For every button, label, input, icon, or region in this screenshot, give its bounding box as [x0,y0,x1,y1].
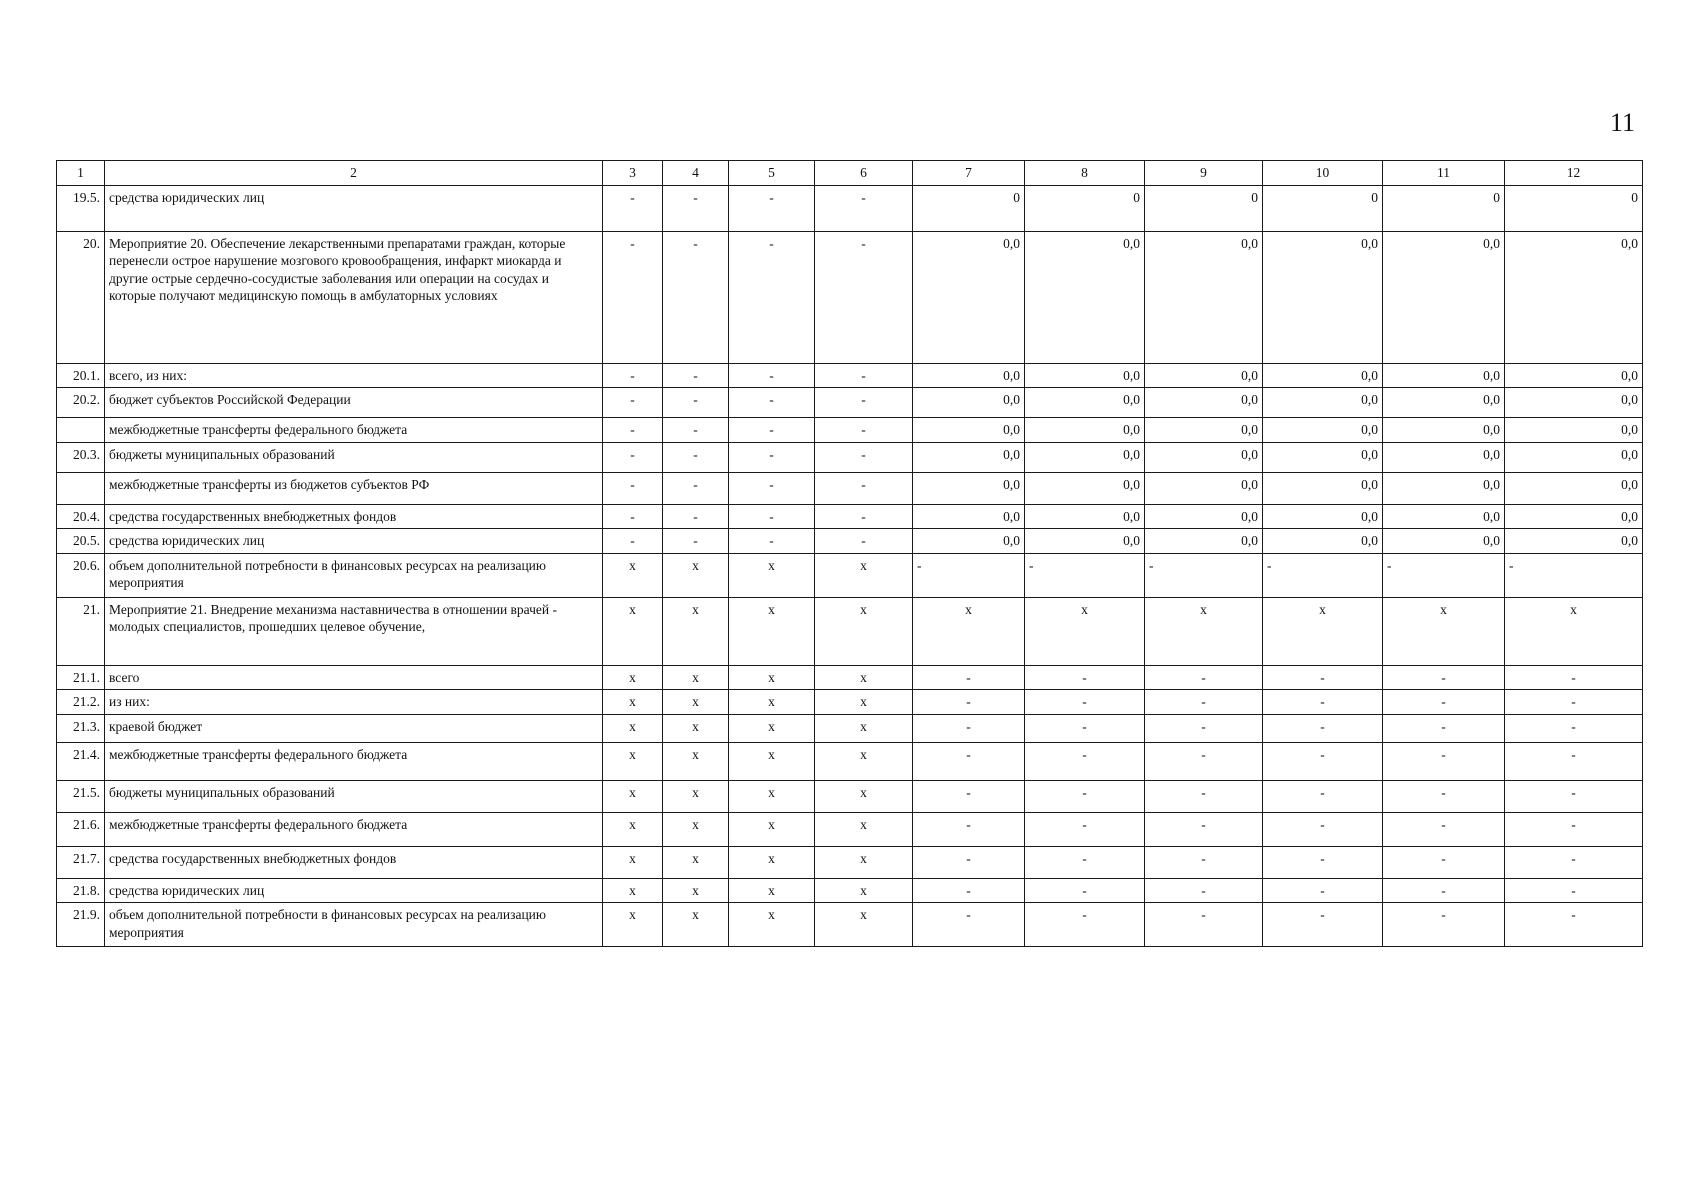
cell-col-6: x [815,714,913,742]
cell-col-8: - [1025,742,1145,780]
row-name: средства государственных внебюджетных фондов [105,846,603,878]
cell-col-4: - [663,442,729,472]
row-number: 20.1. [57,363,105,388]
cell-col-5: x [729,780,815,812]
row-name: межбюджетные трансферты федерального бюджета [105,742,603,780]
cell-col-3: - [603,363,663,388]
cell-col-11: - [1383,812,1505,846]
table-row [57,812,1643,846]
row-name: средства юридических лиц [105,529,603,554]
cell-col-11: - [1383,742,1505,780]
cell-col-10: - [1263,846,1383,878]
cell-col-6: - [815,231,913,363]
cell-col-8: 0,0 [1025,472,1145,504]
cell-col-6: x [815,742,913,780]
cell-col-3: x [603,665,663,690]
cell-col-5: x [729,812,815,846]
row-name: бюджеты муниципальных образований [105,780,603,812]
cell-col-12: - [1505,903,1643,947]
cell-col-5: x [729,846,815,878]
row-name: средства юридических лиц [105,185,603,231]
cell-col-3: x [603,597,663,665]
row-name: Мероприятие 21. Внедрение механизма наставничества в отношении врачей - молодых специалистов, прошедших целевое обучение, [105,597,603,665]
cell-col-3: - [603,472,663,504]
header-row [57,161,1643,186]
cell-col-7: x [913,597,1025,665]
cell-col-6: - [815,185,913,231]
cell-col-9: - [1145,846,1263,878]
cell-col-4: - [663,363,729,388]
cell-col-6: x [815,812,913,846]
row-number: 21.6. [57,812,105,846]
row-number: 21.5. [57,780,105,812]
cell-col-5: x [729,714,815,742]
cell-col-8: - [1025,553,1145,597]
cell-col-8: 0,0 [1025,388,1145,418]
cell-col-3: - [603,388,663,418]
table-row [57,742,1643,780]
cell-col-11: 0 [1383,185,1505,231]
cell-col-7: - [913,553,1025,597]
row-number: 21.1. [57,665,105,690]
cell-col-10: 0,0 [1263,418,1383,443]
cell-col-6: - [815,504,913,529]
cell-col-6: x [815,690,913,715]
table-row [57,553,1643,597]
column-header: 11 [1383,161,1505,186]
row-number: 20.4. [57,504,105,529]
column-header: 12 [1505,161,1643,186]
row-name: средства государственных внебюджетных фондов [105,504,603,529]
cell-col-5: - [729,529,815,554]
table-row [57,504,1643,529]
cell-col-11: - [1383,846,1505,878]
cell-col-9: 0,0 [1145,231,1263,363]
cell-col-12: 0,0 [1505,388,1643,418]
cell-col-11: - [1383,553,1505,597]
table-row [57,388,1643,418]
cell-col-3: x [603,553,663,597]
cell-col-3: x [603,714,663,742]
table-row [57,472,1643,504]
row-name: объем дополнительной потребности в финансовых ресурсах на реализацию мероприятия [105,903,603,947]
cell-col-3: - [603,418,663,443]
cell-col-9: - [1145,780,1263,812]
cell-col-11: - [1383,665,1505,690]
cell-col-5: x [729,690,815,715]
column-header: 7 [913,161,1025,186]
cell-col-4: x [663,742,729,780]
cell-col-8: - [1025,665,1145,690]
row-number: 21.3. [57,714,105,742]
row-name: всего, из них: [105,363,603,388]
table-row [57,665,1643,690]
cell-col-6: x [815,553,913,597]
cell-col-12: - [1505,780,1643,812]
cell-col-5: - [729,472,815,504]
cell-col-7: 0,0 [913,442,1025,472]
row-number: 20. [57,231,105,363]
cell-col-12: 0 [1505,185,1643,231]
cell-col-9: 0,0 [1145,529,1263,554]
cell-col-6: x [815,878,913,903]
row-number: 21.8. [57,878,105,903]
cell-col-11: - [1383,878,1505,903]
cell-col-10: 0 [1263,185,1383,231]
cell-col-5: - [729,504,815,529]
row-number [57,418,105,443]
cell-col-4: - [663,388,729,418]
cell-col-4: - [663,418,729,443]
cell-col-4: - [663,231,729,363]
row-number: 20.3. [57,442,105,472]
cell-col-7: 0,0 [913,472,1025,504]
cell-col-11: 0,0 [1383,388,1505,418]
column-header: 10 [1263,161,1383,186]
row-name: всего [105,665,603,690]
cell-col-4: x [663,903,729,947]
cell-col-6: - [815,442,913,472]
table-row [57,529,1643,554]
table-row [57,903,1643,947]
cell-col-4: x [663,812,729,846]
cell-col-9: 0,0 [1145,418,1263,443]
cell-col-5: - [729,231,815,363]
row-number: 21.4. [57,742,105,780]
cell-col-7: - [913,690,1025,715]
cell-col-10: - [1263,690,1383,715]
column-header: 6 [815,161,913,186]
cell-col-3: x [603,742,663,780]
row-name: средства юридических лиц [105,878,603,903]
cell-col-6: x [815,780,913,812]
cell-col-9: x [1145,597,1263,665]
cell-col-12: - [1505,553,1643,597]
cell-col-8: - [1025,714,1145,742]
cell-col-12: 0,0 [1505,442,1643,472]
budget-table [56,160,1643,947]
cell-col-8: 0,0 [1025,504,1145,529]
cell-col-10: 0,0 [1263,504,1383,529]
cell-col-4: x [663,690,729,715]
cell-col-5: - [729,363,815,388]
cell-col-4: x [663,665,729,690]
table-row [57,780,1643,812]
cell-col-4: x [663,846,729,878]
cell-col-11: - [1383,780,1505,812]
column-header: 5 [729,161,815,186]
cell-col-7: 0,0 [913,363,1025,388]
cell-col-7: 0,0 [913,418,1025,443]
cell-col-8: - [1025,878,1145,903]
cell-col-11: 0,0 [1383,442,1505,472]
cell-col-10: - [1263,553,1383,597]
cell-col-5: x [729,903,815,947]
cell-col-9: - [1145,812,1263,846]
cell-col-10: 0,0 [1263,231,1383,363]
cell-col-6: - [815,472,913,504]
cell-col-5: - [729,418,815,443]
cell-col-11: 0,0 [1383,529,1505,554]
cell-col-6: - [815,418,913,443]
cell-col-4: x [663,597,729,665]
cell-col-6: x [815,665,913,690]
cell-col-4: x [663,780,729,812]
cell-col-12: 0,0 [1505,363,1643,388]
cell-col-7: - [913,846,1025,878]
cell-col-5: - [729,185,815,231]
table-row [57,442,1643,472]
table-row [57,231,1643,363]
cell-col-8: 0 [1025,185,1145,231]
cell-col-6: x [815,846,913,878]
cell-col-4: - [663,185,729,231]
cell-col-10: - [1263,780,1383,812]
cell-col-3: - [603,231,663,363]
cell-col-10: 0,0 [1263,442,1383,472]
cell-col-8: - [1025,846,1145,878]
cell-col-8: 0,0 [1025,442,1145,472]
column-header: 9 [1145,161,1263,186]
cell-col-4: x [663,553,729,597]
row-number: 20.6. [57,553,105,597]
cell-col-9: - [1145,742,1263,780]
cell-col-9: - [1145,714,1263,742]
cell-col-7: - [913,903,1025,947]
cell-col-10: - [1263,714,1383,742]
cell-col-9: 0,0 [1145,472,1263,504]
cell-col-12: - [1505,714,1643,742]
cell-col-10: 0,0 [1263,388,1383,418]
cell-col-12: - [1505,846,1643,878]
row-name: бюджет субъектов Российской Федерации [105,388,603,418]
cell-col-8: - [1025,690,1145,715]
cell-col-5: x [729,665,815,690]
cell-col-7: - [913,665,1025,690]
cell-col-12: 0,0 [1505,231,1643,363]
table-row [57,714,1643,742]
cell-col-11: 0,0 [1383,363,1505,388]
cell-col-10: - [1263,665,1383,690]
row-number: 21. [57,597,105,665]
row-number: 21.7. [57,846,105,878]
row-name: краевой бюджет [105,714,603,742]
cell-col-12: - [1505,812,1643,846]
cell-col-9: 0,0 [1145,363,1263,388]
cell-col-7: - [913,878,1025,903]
cell-col-10: x [1263,597,1383,665]
cell-col-11: 0,0 [1383,231,1505,363]
cell-col-5: x [729,553,815,597]
cell-col-4: x [663,878,729,903]
cell-col-12: - [1505,878,1643,903]
table-row [57,185,1643,231]
cell-col-3: x [603,780,663,812]
cell-col-5: - [729,442,815,472]
cell-col-3: x [603,690,663,715]
cell-col-10: - [1263,742,1383,780]
cell-col-11: 0,0 [1383,504,1505,529]
cell-col-8: - [1025,903,1145,947]
cell-col-4: - [663,504,729,529]
cell-col-8: 0,0 [1025,418,1145,443]
cell-col-9: - [1145,553,1263,597]
cell-col-9: 0,0 [1145,388,1263,418]
table-row [57,878,1643,903]
column-header: 4 [663,161,729,186]
table-row [57,846,1643,878]
cell-col-3: x [603,846,663,878]
column-header: 2 [105,161,603,186]
cell-col-10: - [1263,812,1383,846]
cell-col-12: - [1505,742,1643,780]
cell-col-9: - [1145,878,1263,903]
cell-col-11: - [1383,903,1505,947]
cell-col-12: - [1505,690,1643,715]
cell-col-9: 0 [1145,185,1263,231]
cell-col-7: 0,0 [913,388,1025,418]
cell-col-5: x [729,878,815,903]
cell-col-10: - [1263,878,1383,903]
cell-col-12: 0,0 [1505,529,1643,554]
cell-col-8: 0,0 [1025,231,1145,363]
row-number [57,472,105,504]
column-header: 3 [603,161,663,186]
cell-col-8: - [1025,780,1145,812]
cell-col-12: 0,0 [1505,504,1643,529]
cell-col-9: - [1145,903,1263,947]
cell-col-7: - [913,714,1025,742]
row-name: межбюджетные трансферты из бюджетов субъектов РФ [105,472,603,504]
cell-col-7: 0,0 [913,504,1025,529]
cell-col-4: x [663,714,729,742]
row-name: объем дополнительной потребности в финансовых ресурсах на реализацию мероприятия [105,553,603,597]
cell-col-3: x [603,903,663,947]
table-body [57,161,1643,947]
cell-col-10: 0,0 [1263,472,1383,504]
row-number: 20.2. [57,388,105,418]
cell-col-7: - [913,742,1025,780]
cell-col-6: - [815,529,913,554]
cell-col-9: 0,0 [1145,504,1263,529]
cell-col-8: 0,0 [1025,363,1145,388]
cell-col-8: 0,0 [1025,529,1145,554]
cell-col-9: 0,0 [1145,442,1263,472]
cell-col-12: 0,0 [1505,472,1643,504]
cell-col-6: - [815,388,913,418]
column-header: 8 [1025,161,1145,186]
row-number: 19.5. [57,185,105,231]
cell-col-10: 0,0 [1263,363,1383,388]
cell-col-6: - [815,363,913,388]
cell-col-10: - [1263,903,1383,947]
cell-col-8: - [1025,812,1145,846]
cell-col-9: - [1145,665,1263,690]
row-number: 21.2. [57,690,105,715]
table-row [57,690,1643,715]
row-name: межбюджетные трансферты федерального бюджета [105,418,603,443]
page-number: 11 [1610,108,1636,137]
cell-col-6: x [815,597,913,665]
cell-col-4: - [663,529,729,554]
cell-col-11: - [1383,690,1505,715]
table-row [57,597,1643,665]
row-name: межбюджетные трансферты федерального бюджета [105,812,603,846]
row-number: 20.5. [57,529,105,554]
cell-col-12: - [1505,665,1643,690]
cell-col-11: 0,0 [1383,418,1505,443]
cell-col-12: 0,0 [1505,418,1643,443]
cell-col-12: x [1505,597,1643,665]
cell-col-3: - [603,442,663,472]
row-name: Мероприятие 20. Обеспечение лекарственными препаратами граждан, которые перенесли острое нарушение мозгового кровообращения, инфаркт миокарда и другие острые сердечно-сосудистые заболевания или операции на сосудах и которые получают медицинскую помощь в амбулаторных условиях [105,231,603,363]
cell-col-7: 0,0 [913,529,1025,554]
cell-col-7: 0 [913,185,1025,231]
column-header: 1 [57,161,105,186]
cell-col-7: - [913,780,1025,812]
cell-col-7: 0,0 [913,231,1025,363]
table-row [57,418,1643,443]
cell-col-11: x [1383,597,1505,665]
row-name: из них: [105,690,603,715]
cell-col-7: - [913,812,1025,846]
cell-col-10: 0,0 [1263,529,1383,554]
cell-col-3: - [603,504,663,529]
cell-col-3: x [603,812,663,846]
cell-col-5: x [729,742,815,780]
table-row [57,363,1643,388]
cell-col-4: - [663,472,729,504]
cell-col-3: x [603,878,663,903]
row-number: 21.9. [57,903,105,947]
cell-col-3: - [603,185,663,231]
cell-col-6: x [815,903,913,947]
cell-col-11: - [1383,714,1505,742]
cell-col-9: - [1145,690,1263,715]
cell-col-8: x [1025,597,1145,665]
cell-col-3: - [603,529,663,554]
cell-col-5: x [729,597,815,665]
cell-col-11: 0,0 [1383,472,1505,504]
row-name: бюджеты муниципальных образований [105,442,603,472]
cell-col-5: - [729,388,815,418]
